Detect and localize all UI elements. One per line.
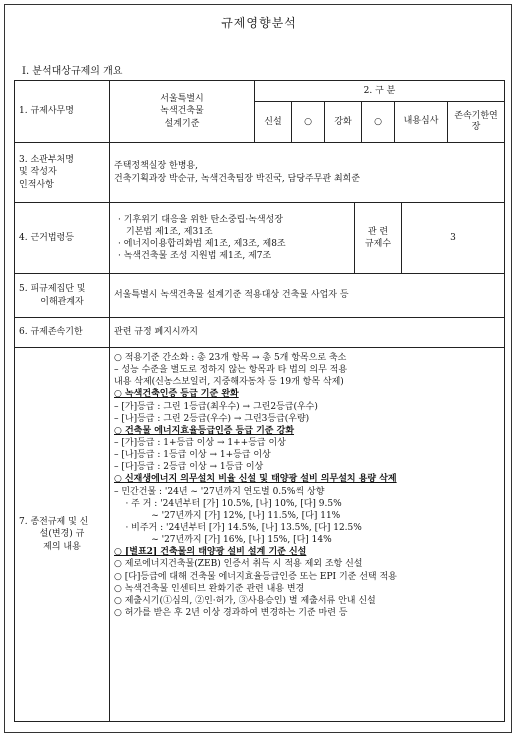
category-table <box>255 82 504 142</box>
department-line: 건축기획과장 박순규, 녹색건축팀장 박진국, 담당주무관 최희준 <box>114 173 361 184</box>
content-line: – 민간건물 : '24년 ~ '27년까지 연도별 0.5%씩 상향 <box>114 486 325 497</box>
content-cell <box>110 348 505 722</box>
related-count-label <box>355 203 402 273</box>
category-new-mark: ○ <box>292 102 325 142</box>
regulation-name-line: 녹색건축물 <box>160 106 204 117</box>
legal-basis-item: 기본법 제1조, 제31조 <box>126 226 213 237</box>
content-line: 내용 삭제(신농스보일러, 지중해자동차 등 19개 항목 삭제) <box>114 377 344 388</box>
content-line: ○ 신재생에너지 의무설치 비율 신설 및 태양광 설비 의무설치 용량 삭제 <box>114 474 397 485</box>
duration-text: 관련 규정 폐지시까지 <box>110 318 505 348</box>
department-line: 주택정책실장 한병용, <box>114 161 198 172</box>
label-duration: 6. 규제존속기한 <box>15 318 110 348</box>
label-line: 이해관계자 <box>40 296 84 307</box>
legal-basis-item: · 녹색건축물 조성 지원법 제1조, 제7조 <box>118 251 272 262</box>
department-cell <box>110 143 505 203</box>
row-duration <box>15 318 505 348</box>
content-line: ○ 녹색건축물 인센티브 완화기준 관련 내용 변경 <box>114 583 305 594</box>
content-line: – [가]등급 : 그린 1등급(최우수) → 그린2등급(우수) <box>114 401 318 412</box>
affected-group-text: 서울특별시 녹색건축물 설계기준 적용대상 건축물 사업자 등 <box>110 274 505 318</box>
label-line: 제의 내용 <box>43 541 81 552</box>
content-line: · 주 거 : '24년부터 [가] 10.5%, [나] 10%, [다] 9.5% <box>114 498 342 509</box>
row-regulation-name <box>15 81 505 143</box>
content-line: ○ [별표2] 건축물의 태양광 설비 설계 기준 신설 <box>114 547 307 558</box>
content-line: ○ 허가를 받은 후 2년 이상 경과하여 변경하는 기준 마련 등 <box>114 607 348 618</box>
content-line: ○ 적용기준 간소화 : 총 23개 항목 → 총 5개 항목으로 축소 <box>114 353 347 363</box>
label-line: 7. 종전규제 및 신 <box>19 517 89 528</box>
category-strengthen-mark: ○ <box>362 102 395 142</box>
legal-basis-cell <box>110 203 505 274</box>
row-legal-basis <box>15 203 505 274</box>
content-line: – 성능 수준을 별도로 정하지 않는 항목과 타 법의 의무 적용 <box>114 365 348 376</box>
legal-basis-item: · 에너지이용합리화법 제1조, 제3조, 제8조 <box>118 239 286 249</box>
related-label-line: 규제수 <box>364 239 392 249</box>
content-line: ○ 제출시기(①심의, ②인·허가, ③사용승인) 별 제출서류 안내 신설 <box>114 595 376 606</box>
content-line: · 비주거 : '24년부터 [가] 14.5%, [나] 13.5%, [다] 12.5% <box>114 522 362 533</box>
legal-basis-table <box>110 203 504 273</box>
category-header: 2. 구 분 <box>255 82 504 102</box>
row-affected-group <box>15 274 505 318</box>
content-line: – [다]등급 : 2등급 이상 → 1등급 이상 <box>114 462 264 473</box>
label-line: 인적사항 <box>19 179 54 190</box>
label-line: 3. 소관부처명 <box>19 155 74 166</box>
related-count-value: 3 <box>450 232 456 243</box>
content-line: ○ 건축물 에너지효율등급인증 등급 기준 강화 <box>114 425 295 436</box>
section-heading: Ⅰ. 분석대상규제의 개요 <box>22 66 123 77</box>
document-title: 규제영향분석 <box>221 16 297 30</box>
regulation-name-cell <box>110 81 255 143</box>
content-line: ○ [다]등급에 대해 건축물 에너지효율등급인증 또는 EPI 기준 선택 적용 <box>114 571 397 582</box>
category-content-review: 내용심사 <box>395 102 448 142</box>
content-line: ~ '27년까지 [가] 16%, [나] 15%, [다] 14% <box>114 535 332 546</box>
related-label-line: 관 련 <box>367 226 389 237</box>
regulation-name-line: 서울특별시 <box>160 94 204 105</box>
content-line: – [나]등급 : 그린 2등급(우수) → 그린3등급(우량) <box>114 413 310 424</box>
label-affected-group <box>15 274 110 318</box>
category-new-label: 신설 <box>255 102 292 142</box>
content-line: ~ '27년까지 [가] 12%, [나] 11.5%, [다] 11% <box>114 510 341 521</box>
label-line: 설(변경) 규 <box>39 529 85 540</box>
category-strengthen-label: 강화 <box>325 102 362 142</box>
legal-basis-items <box>110 203 355 273</box>
content-line: ○ 제로에너지건축물(ZEB) 인증서 취득 시 적용 제외 조항 신설 <box>114 559 363 570</box>
label-regulation-name: 1. 규제사무명 <box>15 81 110 143</box>
regulation-name-line: 설계기준 <box>164 118 200 129</box>
legal-basis-item: · 기후위기 대응을 위한 탄소중립·녹색성장 <box>118 214 283 225</box>
content-line: – [가]등급 : 1+등급 이상 → 1++등급 이상 <box>114 437 286 448</box>
regulation-table <box>14 80 505 722</box>
content-line: ○ 녹색건축인증 등급 기준 완화 <box>114 389 239 400</box>
content-line: – [나]등급 : 1등급 이상 → 1+등급 이상 <box>114 450 271 461</box>
category-cell <box>255 81 505 143</box>
label-line: 5. 피규제집단 및 <box>19 284 86 295</box>
label-department <box>15 143 110 203</box>
row-department <box>15 143 505 203</box>
label-content <box>15 348 110 722</box>
row-content <box>15 348 505 722</box>
label-line: 및 작성자 <box>19 167 57 178</box>
label-legal-basis: 4. 근거법령등 <box>15 203 110 274</box>
category-extension: 존속기한연장 <box>448 102 505 142</box>
